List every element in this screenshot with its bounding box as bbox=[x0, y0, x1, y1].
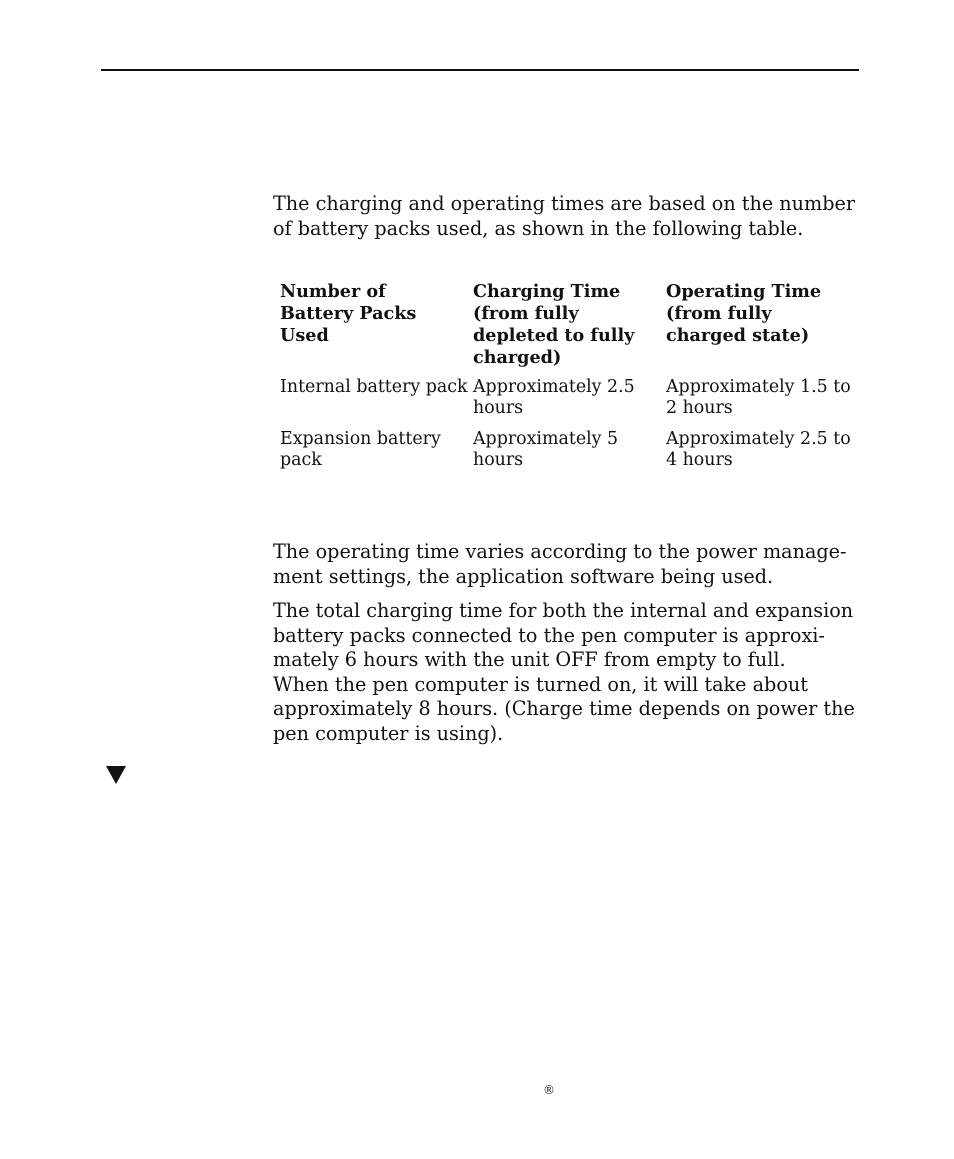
header-line: Number of bbox=[280, 281, 386, 302]
cell-line: Approximately 2.5 to bbox=[666, 429, 851, 449]
intro-line: The charging and operating times are based on the number bbox=[273, 192, 856, 215]
table-row bbox=[280, 429, 870, 481]
header-line: Operating Time bbox=[666, 281, 822, 302]
note-line: The total charging time for both the internal and expansion bbox=[273, 599, 854, 622]
cell-line: Approximately 1.5 to bbox=[666, 377, 851, 397]
cell-line: hours bbox=[473, 450, 524, 470]
note-line: battery packs connected to the pen computer is approxi- bbox=[273, 623, 825, 647]
table-header-row bbox=[280, 281, 870, 377]
down-triangle-icon bbox=[106, 766, 126, 784]
intro-line: of battery packs used, as shown in the following table. bbox=[273, 216, 804, 240]
registered-mark: ® bbox=[543, 1083, 555, 1097]
header-line: Battery Packs bbox=[280, 303, 417, 324]
header-battery-packs bbox=[280, 281, 416, 347]
header-line: Charging Time bbox=[473, 281, 621, 302]
table-cell-operating bbox=[666, 377, 851, 419]
table-cell-packs bbox=[280, 429, 441, 471]
operating-time-note bbox=[273, 540, 863, 589]
charging-time-note bbox=[273, 599, 863, 746]
table-cell-charging bbox=[473, 377, 635, 419]
cell-line: Expansion battery bbox=[280, 429, 441, 449]
header-line: (from fully bbox=[666, 303, 772, 324]
header-line: depleted to fully bbox=[473, 325, 635, 346]
header-line: charged state) bbox=[666, 325, 810, 346]
header-operating-time bbox=[666, 281, 821, 347]
note-line: When the pen computer is turned on, it will take about bbox=[273, 672, 808, 696]
note-line: mately 6 hours with the unit OFF from empty to full. bbox=[273, 648, 786, 671]
note-line: pen computer is using). bbox=[273, 721, 504, 745]
header-rule bbox=[101, 69, 859, 71]
intro-paragraph bbox=[273, 192, 863, 241]
note-line: The operating time varies according to the power manage- bbox=[273, 540, 847, 563]
header-charging-time bbox=[473, 281, 634, 369]
table-cell-packs bbox=[280, 377, 468, 398]
header-line: Used bbox=[280, 325, 329, 346]
cell-line: Approximately 5 bbox=[473, 429, 619, 449]
cell-line: 4 hours bbox=[666, 450, 733, 470]
cell-line: Approximately 2.5 bbox=[473, 377, 635, 397]
table-cell-charging bbox=[473, 429, 618, 471]
battery-times-table bbox=[280, 281, 870, 481]
cell-line: hours bbox=[473, 398, 524, 418]
header-line: charged) bbox=[473, 347, 562, 368]
cell-line: 2 hours bbox=[666, 398, 733, 418]
header-line: (from fully bbox=[473, 303, 579, 324]
cell-line: pack bbox=[280, 450, 322, 470]
note-line: ment settings, the application software being used. bbox=[273, 564, 774, 588]
table-row bbox=[280, 377, 870, 429]
cell-line: Internal battery pack bbox=[280, 377, 468, 397]
note-line: approximately 8 hours. (Charge time depends on power the bbox=[273, 697, 855, 720]
table-cell-operating bbox=[666, 429, 851, 471]
